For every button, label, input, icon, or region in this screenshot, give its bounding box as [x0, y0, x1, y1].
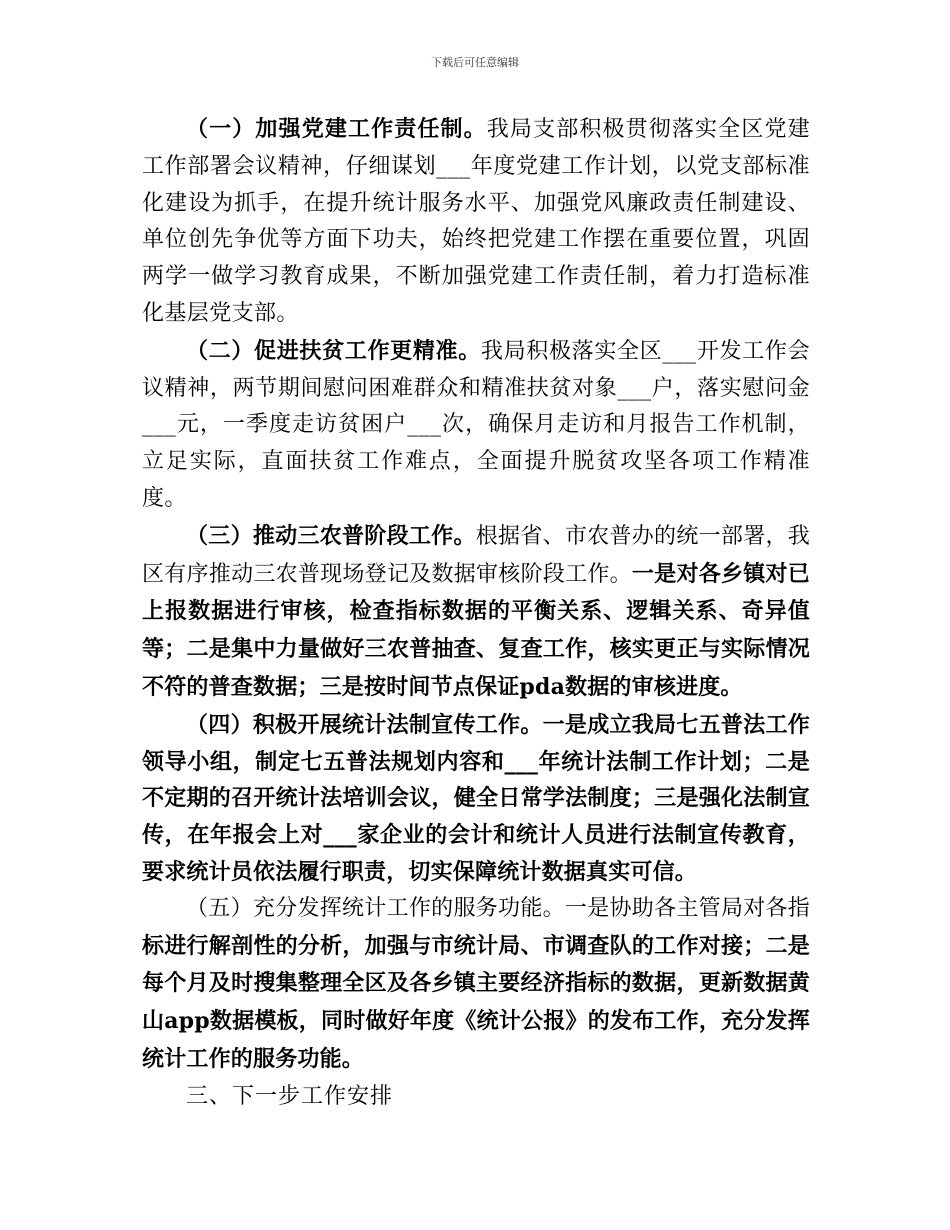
paragraph-service-function	[142, 891, 810, 1079]
paragraph-text: 根据省、市农普办的统一部署，我区有序推动三农普现场登记及数据审核阶段工作。	[142, 523, 810, 587]
paragraph-agricultural-census	[142, 518, 810, 707]
paragraph-party-building	[142, 111, 810, 333]
paragraph-text-bold: 一是对各乡镇对已上报数据进行审核，检查指标数据的平衡关系、逻辑关系、奇异值等；二是集中力量做好三农普抽查、复查工作，核实更正与实际情况不符的普查数据；三是按时间节点保证pda数据的审核进度。	[142, 560, 811, 700]
paragraph-poverty-alleviation	[142, 333, 810, 518]
paragraph-text: 我局积极落实全区___开发工作会议精神，两节期间慰问困难群众和精准扶贫对象___户，落实慰问金___元，一季度走访贫困户___次，确保月走访和月报告工作机制，立足实际，直面扶贫工作难点，全面提升脱贫攻坚各项工作精准度。	[142, 338, 811, 511]
paragraph-text: 一是协助各主管局对各指	[564, 895, 811, 921]
paragraph-heading: （二）促进扶贫工作更精准。	[186, 337, 481, 364]
paragraph-heading: （五）充分发挥统计工作的服务功能。	[186, 895, 565, 921]
paragraph-heading: （一）加强党建工作责任制。	[186, 116, 487, 142]
paragraph-text: 我局支部积极贯彻落实全区党建工作部署会议精神，仔细谋划___年度党建工作计划，以党支部标准化建设为抓手，在提升统计服务水平、加强党风廉政责任制建设、单位创先争优等方面下功夫，始终把党建工作摆在重要位置，巩固两学一做学习教育成果，不断加强党建工作责任制，着力打造标准化基层党支部。	[142, 117, 810, 326]
section-heading-next-steps: 三、下一步工作安排	[186, 1083, 394, 1109]
paragraph-text-bold: 标进行解剖性的分析，加强与市统计局、市调查队的工作对接；二是每个月及时搜集整理全区及各乡镇主要经济指标的数据，更新数据黄山app数据模板，同时做好年度《统计公报》的发布工作，充分发挥统计工作的服务功能。	[142, 932, 810, 1072]
paragraph-text-bold: （四）积极开展统计法制宣传工作。一是成立我局七五普法工作领导小组，制定七五普法规划内容和___年统计法制工作计划；二是不定期的召开统计法培训会议，健全日常学法制度；三是强化法制宣传，在年报会上对___家企业的会计和统计人员进行法制宣传教育，要求统计员依法履行职责，切实保障统计数据真实可信。	[142, 711, 810, 885]
paragraph-legal-publicity	[142, 707, 810, 891]
document-body	[142, 111, 810, 1116]
paragraph-heading: （三）推动三农普阶段工作。	[186, 522, 476, 549]
page-header-note: 下载后可任意编辑	[431, 56, 519, 69]
